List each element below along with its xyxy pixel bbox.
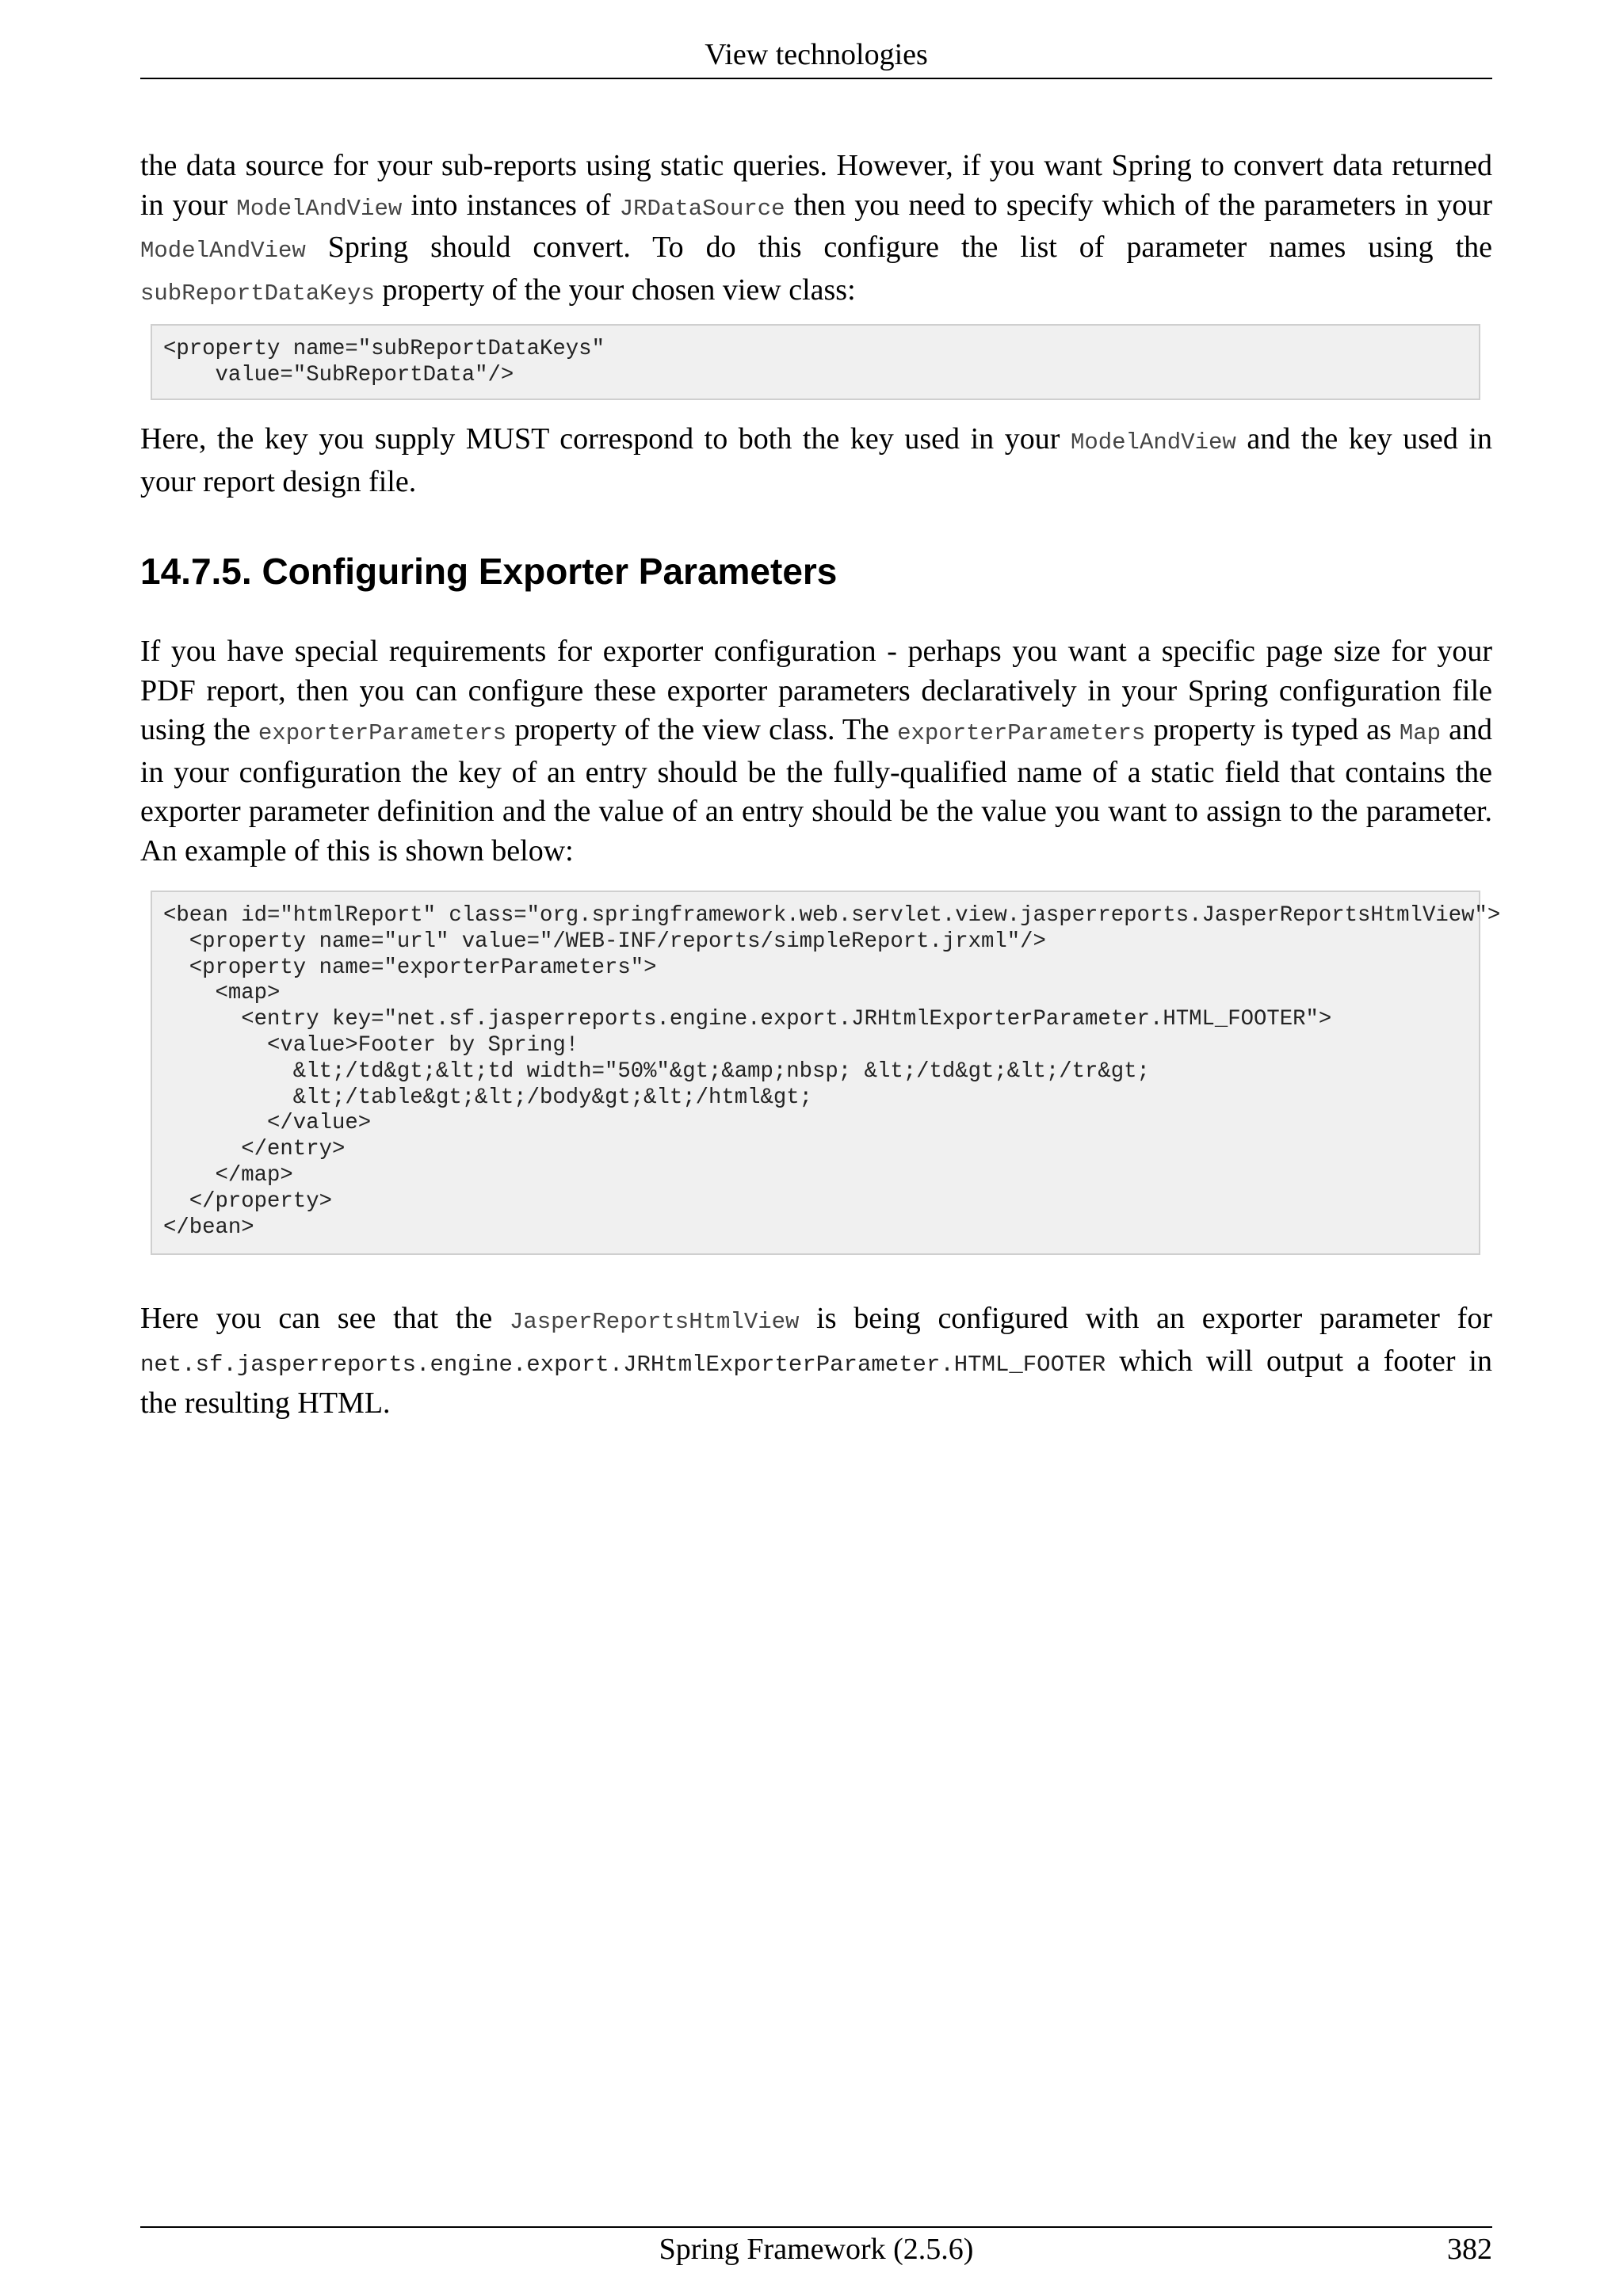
- page-number: 382: [1447, 2233, 1492, 2266]
- code-term-jasperreportshtmlview: JasperReportsHtmlView: [509, 1309, 800, 1335]
- code-block-html-report-bean: [151, 891, 1501, 1255]
- code-term-html-footer-constant: net.sf.jasperreports.engine.export.JRHtmlExporterParameter.HTML_FOOTER: [140, 1351, 1106, 1378]
- closing-text-3: which will output a footer in the resulting HTML.: [140, 1344, 1492, 1420]
- intro-text-3: then you need to specify which of the parameters in your: [785, 188, 1493, 222]
- intro-paragraph: [140, 147, 1492, 313]
- document-page: [140, 0, 1501, 2296]
- exporter-text-1: If you have special requirements for exporter configuration - perhaps you want a specific page size for your PDF report, then you can configure these exporter parameters declaratively in your Spring configuration file using the: [140, 635, 1492, 746]
- code-block-subreport-keys: [151, 324, 1480, 400]
- exporter-text-4: and in your configuration the key of an entry should be the fully-qualified name of a static field that contains the exporter parameter definition and the value of an entry should be the value you want to assign to the parameter. An example of this is shown below:: [140, 713, 1492, 868]
- closing-paragraph: [140, 1299, 1492, 1424]
- intro-text-4: Spring should convert. To do this configure the list of parameter names using the: [305, 231, 1492, 264]
- section-heading: 14.7.5. Configuring Exporter Parameters: [140, 551, 838, 592]
- exporter-text-2: property of the view class. The: [506, 713, 898, 746]
- intro-text-1: the data source for your sub-reports using static queries. However, if you want Spring to convert data returned in your: [140, 149, 1492, 222]
- exporter-text-3: property is typed as: [1145, 713, 1400, 746]
- running-header: View technologies: [705, 38, 928, 71]
- closing-text-2: is being configured with an exporter parameter for: [799, 1302, 1492, 1335]
- intro-text-2: into instances of: [402, 188, 620, 222]
- exporter-paragraph: [140, 632, 1492, 871]
- code-term-map: Map: [1399, 720, 1442, 746]
- footer-rule: [140, 2226, 1492, 2228]
- footer-title: Spring Framework (2.5.6): [659, 2233, 974, 2266]
- closing-text-1: Here you can see that the: [140, 1302, 510, 1335]
- key-paragraph: [140, 420, 1492, 502]
- code-term-modelandview: ModelAndView: [140, 238, 306, 264]
- code-term-jrdatasource: JRDataSource: [619, 195, 785, 222]
- key-text-2: and the key used in your report design file.: [140, 422, 1492, 498]
- key-text-1: Here, the key you supply MUST correspond to both the key used in your: [140, 422, 1071, 456]
- intro-text-5: property of the your chosen view class:: [374, 273, 856, 307]
- code-term-exporterparameters: exporterParameters: [258, 720, 507, 746]
- code-listing: <property name="subReportDataKeys" value="SubReportData"/>: [163, 337, 605, 387]
- code-term-modelandview: ModelAndView: [236, 195, 403, 222]
- header-rule: [140, 78, 1492, 79]
- code-term-exporterparameters: exporterParameters: [897, 720, 1146, 746]
- code-term-subreportdatakeys: subReportDataKeys: [140, 280, 375, 307]
- code-listing: <bean id="htmlReport" class="org.springframework.web.servlet.view.jasperreports.JasperReportsHtmlView"> <property name="url" value="/WEB-INF/reports/simpleReport.jrxml"/> <property name="exporterParameters"> <map> <entry key="net.sf.jasperreports.engine.export.JRHtmlExporterParameter.HTML_FOOTER"> <value>Footer by Spring! &lt;/td&gt;&lt;td width="50%"&gt;&amp;nbsp; &lt;/td&gt;&lt;/tr&gt; &lt;/table&gt;&lt;/body&gt;&lt;/html&gt; </value> </entry> </map> </property> </bean>: [163, 903, 1501, 1240]
- code-term-modelandview: ModelAndView: [1070, 429, 1236, 456]
